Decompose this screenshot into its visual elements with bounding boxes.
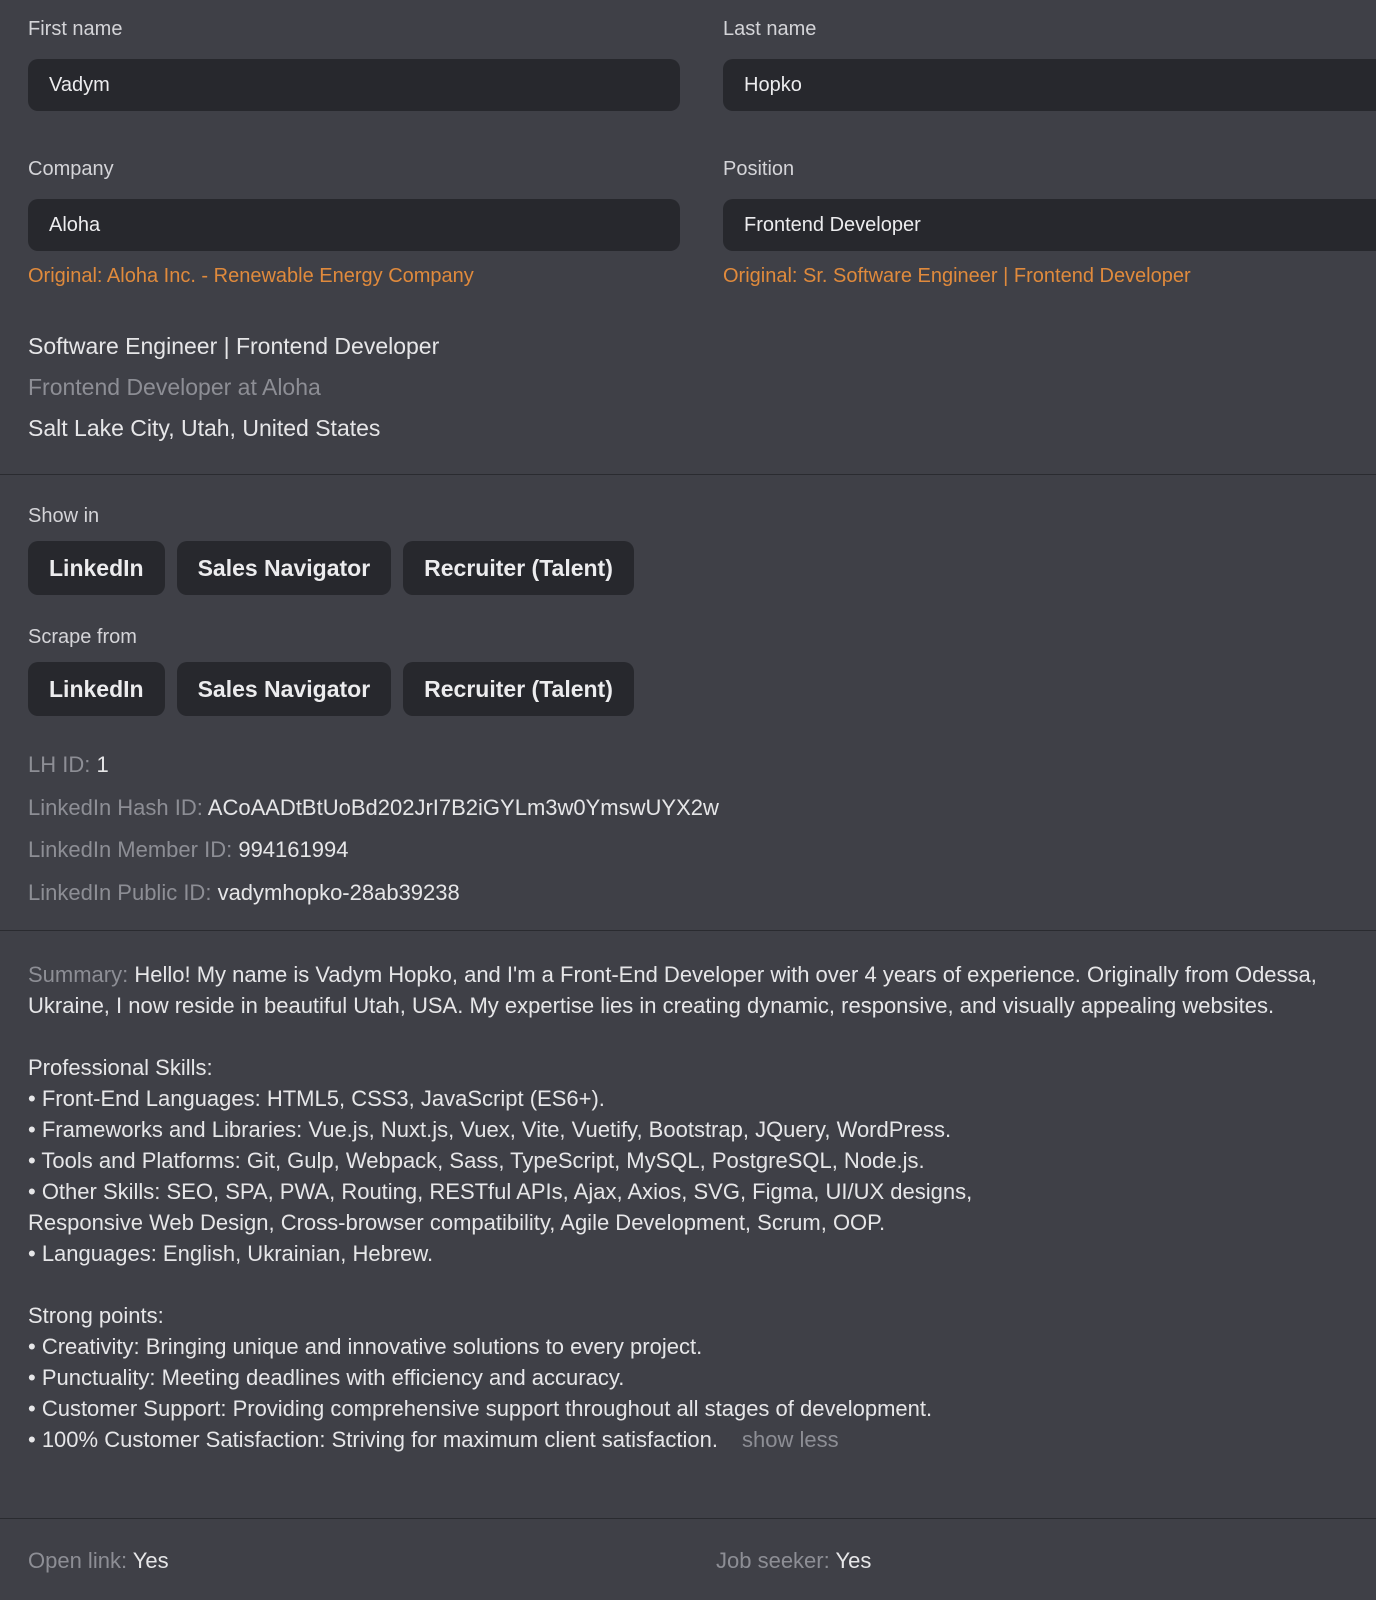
first-name-input[interactable] <box>28 59 680 111</box>
summary-list-item: • Creativity: Bringing unique and innovative solutions to every project. <box>28 1334 703 1359</box>
section-divider <box>0 474 1376 475</box>
summary-list-item <box>28 1424 1358 1455</box>
summary-list-item: • Customer Support: Providing comprehensive support throughout all stages of development. <box>28 1396 933 1421</box>
show-in-label: Show in <box>28 505 100 527</box>
show-in-linkedin-button[interactable]: LinkedIn <box>28 541 165 595</box>
scrape-from-linkedin-button[interactable]: LinkedIn <box>28 662 165 716</box>
linkedin-public-id-value: vadymhopko-28ab39238 <box>217 879 460 905</box>
company-original-value: Original: Aloha Inc. - Renewable Energy Company <box>28 265 474 287</box>
profile-current-role: Frontend Developer at Aloha <box>28 374 321 400</box>
profile-headline-block <box>28 326 1328 449</box>
strong-points-heading: Strong points: <box>28 1303 164 1328</box>
lh-id-value: 1 <box>96 752 109 777</box>
scrape-from-options <box>28 662 634 716</box>
open-link-value: Yes <box>132 1548 169 1573</box>
position-label: Position <box>723 158 795 180</box>
linkedin-member-id-value: 994161994 <box>238 837 349 862</box>
position-input[interactable] <box>723 199 1376 251</box>
show-less-link[interactable]: show less <box>741 1427 839 1452</box>
last-name-group <box>723 17 1376 111</box>
linkedin-member-id-row <box>28 829 719 872</box>
position-group <box>723 157 1376 289</box>
profile-summary <box>28 959 1358 1455</box>
linkedin-public-id-row <box>28 872 719 915</box>
open-link-row <box>28 1546 169 1576</box>
section-divider <box>0 1518 1376 1519</box>
job-seeker-row <box>716 1546 871 1576</box>
lh-id-key: LH ID: <box>28 752 91 777</box>
summary-list-item: • Punctuality: Meeting deadlines with efficiency and accuracy. <box>28 1365 625 1390</box>
profile-location: Salt Lake City, Utah, United States <box>28 415 381 441</box>
job-seeker-value: Yes <box>835 1548 872 1573</box>
summary-list-item: • Front-End Languages: HTML5, CSS3, JavaScript (ES6+). <box>28 1086 605 1111</box>
job-seeker-key: Job seeker: <box>716 1548 830 1573</box>
linkedin-hash-id-row <box>28 787 719 830</box>
summary-list-item: • Languages: English, Ukrainian, Hebrew. <box>28 1241 434 1266</box>
first-name-group <box>28 17 680 111</box>
linkedin-public-id-key: LinkedIn Public ID: <box>28 879 212 905</box>
scrape-from-sales-navigator-button[interactable]: Sales Navigator <box>177 662 392 716</box>
scrape-from-recruiter-button[interactable]: Recruiter (Talent) <box>403 662 634 716</box>
linkedin-member-id-key: LinkedIn Member ID: <box>28 837 233 862</box>
company-label: Company <box>28 158 114 180</box>
profile-headline: Software Engineer | Frontend Developer <box>28 333 440 359</box>
last-name-input[interactable] <box>723 59 1376 111</box>
first-name-label: First name <box>28 18 123 40</box>
section-divider <box>0 930 1376 931</box>
show-in-recruiter-button[interactable]: Recruiter (Talent) <box>403 541 634 595</box>
summary-intro <box>28 959 1358 1021</box>
linkedin-hash-id-value: ACoAADtBtUoBd202JrI7B2iGYLm3w0YmswUYX2w <box>207 794 719 820</box>
company-input[interactable] <box>28 199 680 251</box>
show-in-sales-navigator-button[interactable]: Sales Navigator <box>177 541 392 595</box>
lh-id-row <box>28 744 719 787</box>
open-link-key: Open link: <box>28 1548 128 1573</box>
summary-intro-text: Hello! My name is Vadym Hopko, and I'm a Front-End Developer with over 4 years of experience. Originally from Odessa, Ukraine, I now reside in beautiful Utah, USA. My expertise lies in creating dynamic, responsive, and visually appealing websites. <box>28 962 1317 1018</box>
scrape-from-label: Scrape from <box>28 626 137 648</box>
summary-list-item: • Frameworks and Libraries: Vue.js, Nuxt.js, Vuex, Vite, Vuetify, Bootstrap, JQuery, WordPress. <box>28 1117 952 1142</box>
position-original-value: Original: Sr. Software Engineer | Frontend Developer <box>723 265 1191 287</box>
summary-list-item: Responsive Web Design, Cross-browser compatibility, Agile Development, Scrum, OOP. <box>28 1210 886 1235</box>
summary-list-item: • Tools and Platforms: Git, Gulp, Webpack, Sass, TypeScript, MySQL, PostgreSQL, Node.js. <box>28 1148 925 1173</box>
profile-ids <box>28 744 719 914</box>
skills-heading: Professional Skills: <box>28 1055 213 1080</box>
show-in-options <box>28 541 634 595</box>
summary-list-item: • Other Skills: SEO, SPA, PWA, Routing, RESTful APIs, Ajax, Axios, SVG, Figma, UI/UX designs, <box>28 1179 973 1204</box>
summary-last-item-text: • 100% Customer Satisfaction: Striving for maximum client satisfaction. <box>28 1427 718 1452</box>
company-group <box>28 157 680 289</box>
last-name-label: Last name <box>723 18 817 40</box>
linkedin-hash-id-key: LinkedIn Hash ID: <box>28 794 203 820</box>
summary-key: Summary: <box>28 962 129 987</box>
